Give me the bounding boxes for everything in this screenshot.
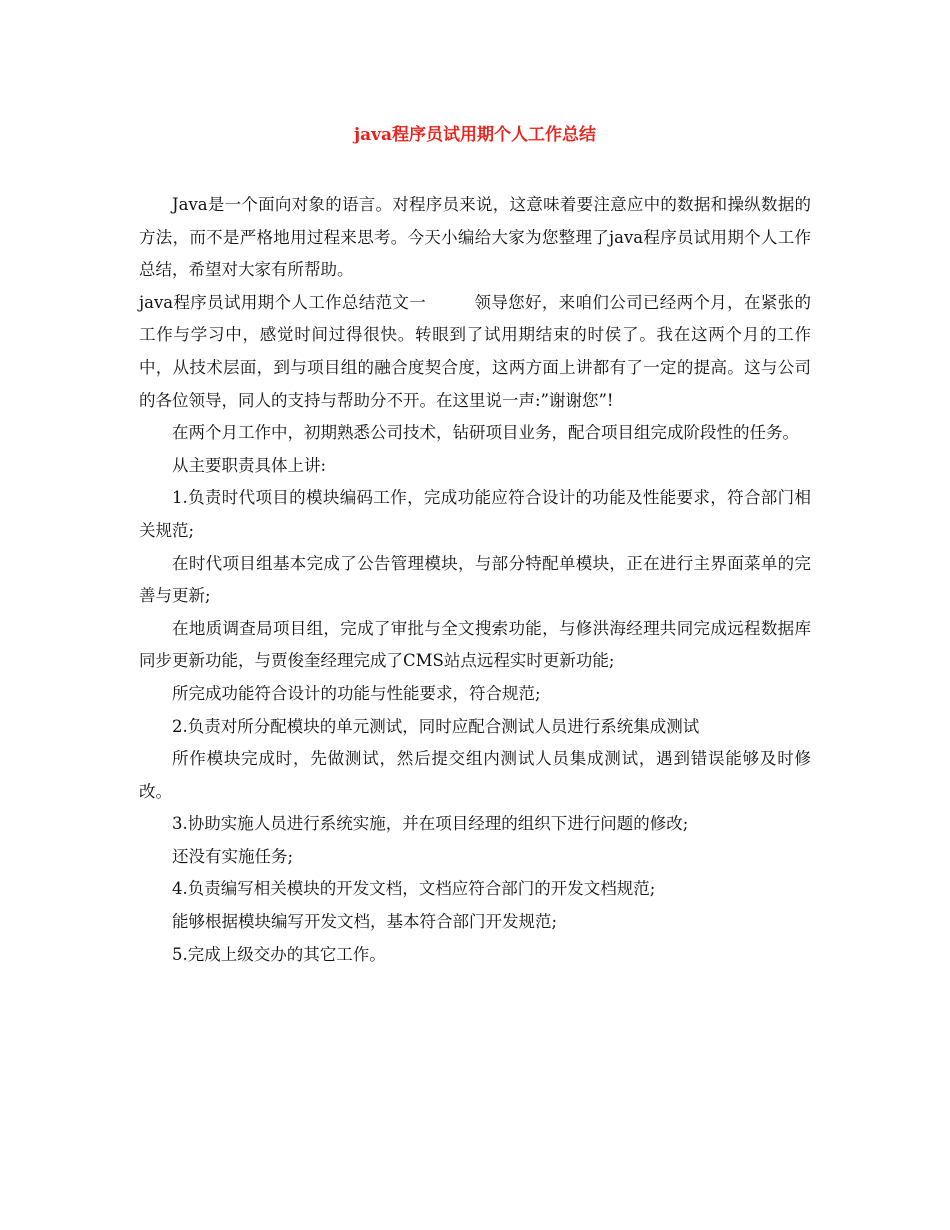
body-paragraph: 所完成功能符合设计的功能与性能要求，符合规范; <box>172 683 541 703</box>
section-heading-paragraph <box>139 287 811 417</box>
body-paragraph: 还没有实施任务; <box>172 846 294 866</box>
body-paragraph: 所作模块完成时，先做测试，然后提交组内测试人员集成测试，遇到错误能够及时修改。 <box>139 749 811 801</box>
section-heading: java程序员试用期个人工作总结范文一 <box>139 292 427 312</box>
body-paragraph: 5.完成上级交办的其它工作。 <box>172 944 386 964</box>
document-title: java程序员试用期个人工作总结 <box>353 125 597 145</box>
body-paragraph: 在两个月工作中，初期熟悉公司技术，钻研项目业务，配合项目组完成阶段性的任务。 <box>172 423 799 443</box>
body-paragraph: 在地质调查局项目组，完成了审批与全文搜索功能，与修洪海经理共同完成远程数据库同步更新功能，与贾俊奎经理完成了CMS站点远程实时更新功能; <box>139 618 811 671</box>
body-paragraph: 1.负责时代项目的模块编码工作，完成功能应符合设计的功能及性能要求，符合部门相关规范; <box>139 488 811 540</box>
body-paragraph: 在时代项目组基本完成了公告管理模块，与部分特配单模块，正在进行主界面菜单的完善与更新; <box>139 553 811 606</box>
body-paragraph: 3.协助实施人员进行系统实施，并在项目经理的组织下进行问题的修改; <box>172 814 689 834</box>
body-paragraph: 能够根据模块编写开发文档，基本符合部门开发规范; <box>172 912 558 932</box>
intro-paragraph: Java是一个面向对象的语言。对程序员来说，这意味着要注意应中的数据和操纵数据的方法，而不是严格地用过程来思考。今天小编给大家为您整理了java程序员试用期个人工作总结，希望对大家有所帮助。 <box>139 195 811 280</box>
body-paragraph: 从主要职责具体上讲: <box>172 455 327 475</box>
greeting-text: 领导您好，来咱们公司已经两个月，在紧张的工作与学习中，感觉时间过得很快。转眼到了试用期结束的时侯了。我在这两个月的工作中，从技术层面，到与项目组的融合度契合度，这两方面上讲都有了一定的提高。这与公司的各位领导，同人的支持与帮助分不开。在这里说一声:”谢谢您”! <box>139 292 811 410</box>
body-paragraph: 4.负责编写相关模块的开发文档，文档应符合部门的开发文档规范; <box>172 879 656 899</box>
document-body <box>139 189 811 971</box>
body-paragraph: 2.负责对所分配模块的单元测试，同时应配合测试人员进行系统集成测试 <box>172 716 700 736</box>
